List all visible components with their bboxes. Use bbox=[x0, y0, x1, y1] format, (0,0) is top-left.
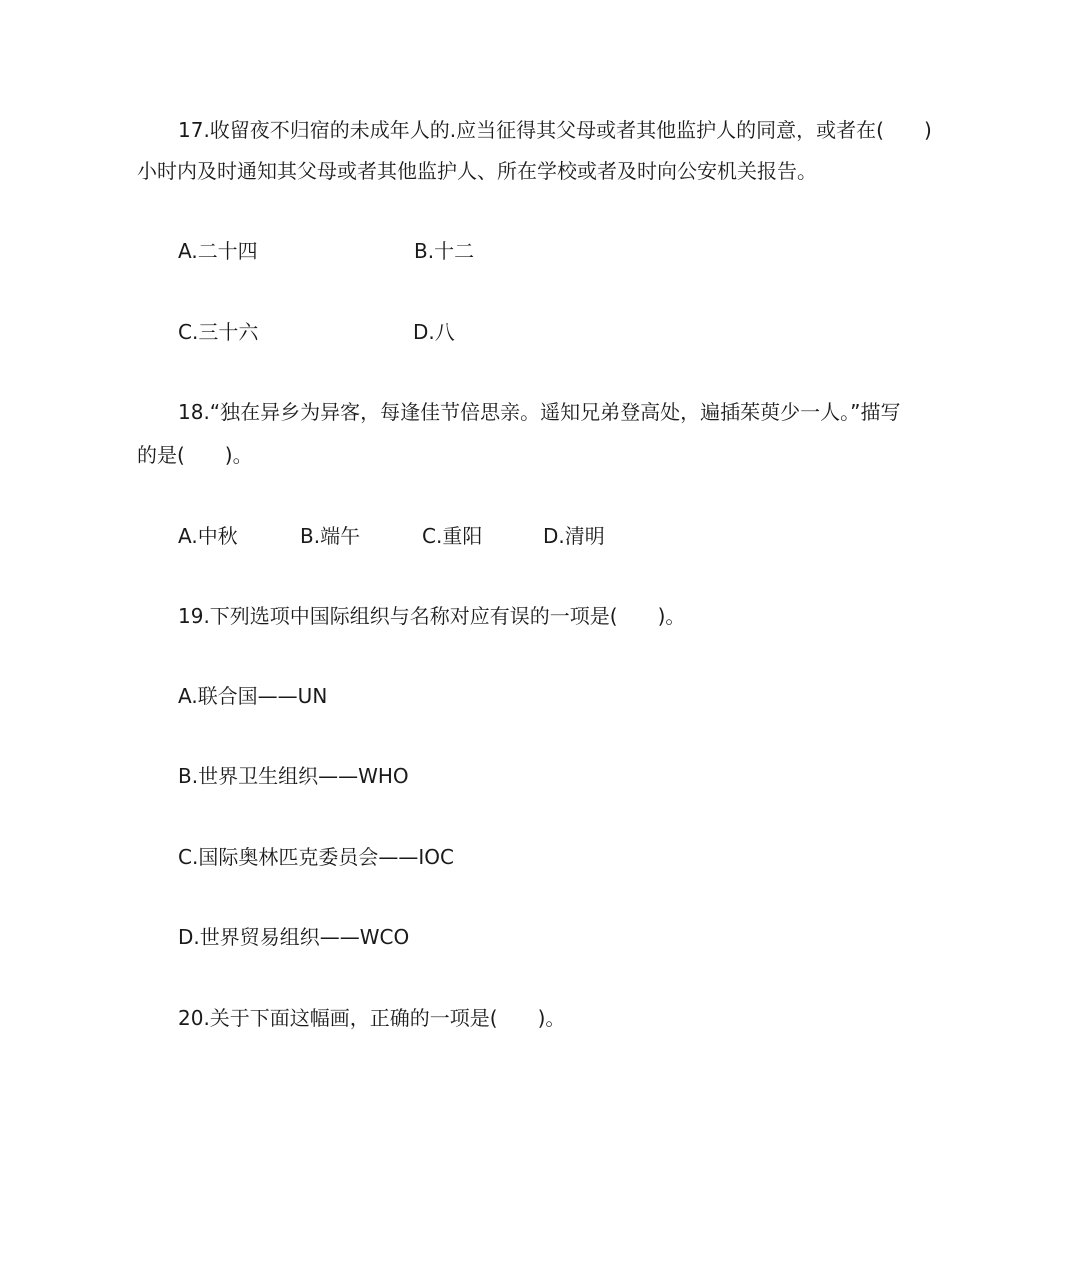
question-18-stem-line2: 的是( )。 bbox=[137, 443, 253, 467]
question-17-option-c: C.三十六 bbox=[178, 320, 259, 344]
question-19-option-c: C.国际奥林匹克委员会——IOC bbox=[178, 845, 454, 869]
question-17-option-d: D.八 bbox=[413, 320, 455, 344]
question-20-stem-line1: 20.关于下面这幅画，正确的一项是( )。 bbox=[178, 1006, 566, 1030]
question-18-option-c: C.重阳 bbox=[422, 524, 483, 548]
question-19-option-d: D.世界贸易组织——WCO bbox=[178, 925, 410, 949]
question-19-option-b: B.世界卫生组织——WHO bbox=[178, 764, 409, 788]
question-17-stem-line1: 17.收留夜不归宿的未成年人的.应当征得其父母或者其他监护人的同意，或者在( ) bbox=[178, 118, 932, 142]
question-18-option-d: D.清明 bbox=[543, 524, 605, 548]
question-18-stem-line1: 18.“独在异乡为异客，每逢佳节倍思亲。遥知兄弟登高处，遍插茱萸少一人。”描写 bbox=[178, 400, 901, 424]
question-17-option-b: B.十二 bbox=[414, 239, 475, 263]
question-19-stem-line1: 19.下列选项中国际组织与名称对应有误的一项是( )。 bbox=[178, 604, 686, 628]
question-18-option-b: B.端午 bbox=[300, 524, 361, 548]
question-19-option-a: A.联合国——UN bbox=[178, 684, 328, 708]
question-18-option-a: A.中秋 bbox=[178, 524, 238, 548]
question-17-option-a: A.二十四 bbox=[178, 239, 258, 263]
question-17-stem-line2: 小时内及时通知其父母或者其他监护人、所在学校或者及时向公安机关报告。 bbox=[137, 159, 817, 183]
